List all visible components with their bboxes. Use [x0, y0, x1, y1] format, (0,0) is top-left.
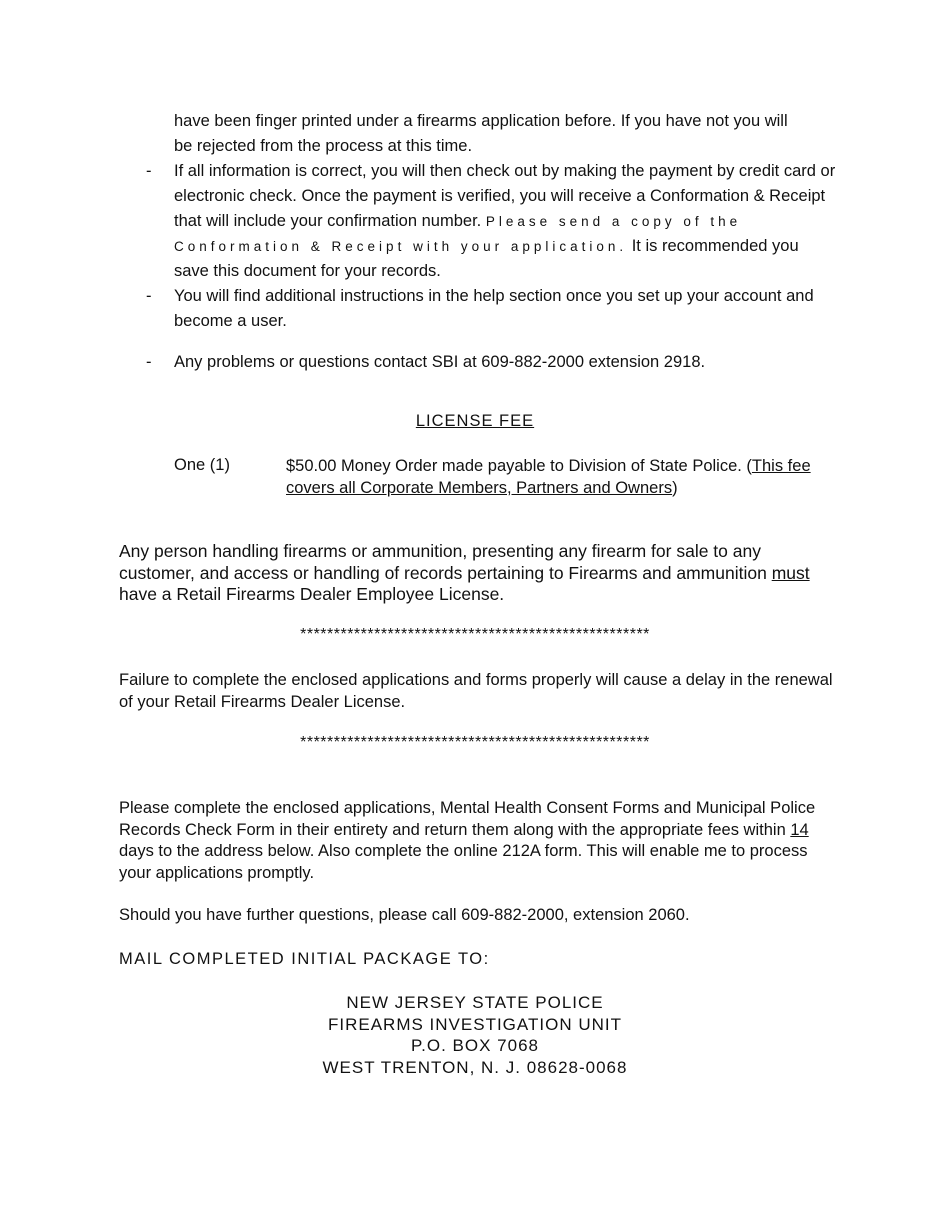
fee-count: One (1): [174, 456, 230, 474]
bullet-contact-text: Any problems or questions contact SBI at 609-882-2000 extension 2918.: [174, 353, 706, 371]
bullet-payment-spaced-text: Please send a copy of the Conformation & Receipt with your application.: [174, 214, 742, 254]
separator-1: ****************************************************: [300, 626, 650, 643]
instructions-days: 14: [790, 820, 809, 839]
failure-notice: Failure to complete the enclosed applications and forms properly will cause a delay in the renewal of your Retail Firearms Dealer License.: [119, 671, 833, 711]
mail-heading: MAIL COMPLETED INITIAL PACKAGE TO:: [119, 950, 490, 968]
continuation-line-2: be rejected from the process at this time.: [174, 137, 473, 155]
fee-close: ): [672, 478, 678, 497]
address-line-2: FIREARMS INVESTIGATION UNIT: [328, 1014, 622, 1034]
instructions-after: days to the address below. Also complete the online 212A form. This will enable me to process your applications promptly.: [119, 842, 808, 882]
employee-license-notice: [119, 541, 839, 606]
employee-notice-after: have a Retail Firearms Dealer Employee License.: [119, 584, 505, 604]
instructions-paragraph: [119, 798, 839, 884]
bullet-dash: -: [146, 162, 152, 180]
employee-notice-emphasis: must: [771, 562, 810, 583]
license-fee-heading: [0, 412, 950, 431]
address-line-3: P.O. BOX 7068: [411, 1036, 539, 1055]
continuation-line-1: have been finger printed under a firearms application before. If you have not you will: [174, 112, 788, 130]
continuation-text: [174, 109, 834, 159]
fee-note: This fee covers all Corporate Members, Partners and Owners: [286, 457, 811, 497]
bullet-payment-text-b: It is recommended you save this document for your records.: [174, 237, 799, 280]
bullet-payment-text: [174, 159, 836, 284]
bullet-help-text: You will find additional instructions in the help section once you set up your account and become a user.: [174, 287, 814, 330]
license-fee-heading-text: LICENSE FEE: [415, 412, 535, 430]
mailing-address: [0, 992, 950, 1078]
fee-description: [286, 456, 846, 499]
employee-notice-before: Any person handling firearms or ammunition, presenting any firearm for sale to any customer, and access or handling of records pertaining to Firearms and ammunition: [119, 541, 772, 583]
fee-amount-text: $50.00 Money Order made payable to Division of State Police. (: [286, 457, 752, 475]
bullet-dash: -: [146, 353, 152, 371]
questions-paragraph: Should you have further questions, please call 609-882-2000, extension 2060.: [119, 906, 690, 924]
address-line-4: WEST TRENTON, N. J. 08628-0068: [322, 1057, 628, 1077]
bullet-dash: -: [146, 287, 152, 305]
instructions-before: Please complete the enclosed applications, Mental Health Consent Forms and Municipal Police Records Check Form in their entirety and return them along with the appropriate fees within: [119, 799, 816, 839]
address-line-1: NEW JERSEY STATE POLICE: [346, 993, 604, 1012]
separator-2: ****************************************************: [300, 734, 650, 751]
bullet-payment-text-a: If all information is correct, you will then check out by making the payment by credit card or electronic check. Once the payment is verified, you will receive a Conformation & Receipt that will include your confirmation number.: [174, 162, 836, 230]
